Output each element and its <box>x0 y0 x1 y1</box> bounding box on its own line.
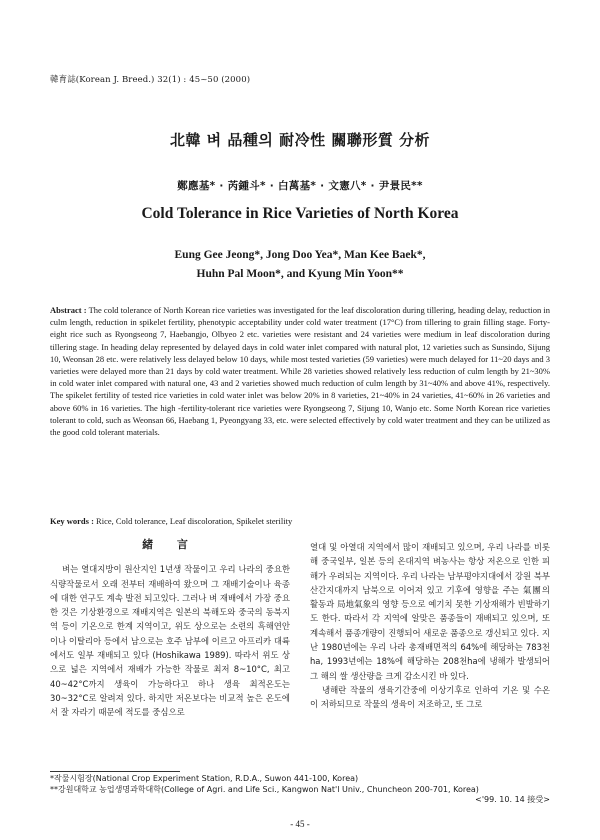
received-date: <'99. 10. 14 接受> <box>475 795 550 804</box>
left-column <box>50 540 290 720</box>
authors-english-line-2: Huhn Pal Moon*, and Kyung Min Yoon** <box>196 268 404 280</box>
keywords <box>50 516 550 526</box>
abstract-text: The cold tolerance of North Korean rice varieties was investigated for the leaf discoloration during tillering, heading delay, reduction in culm length, reduction in spikelet fertility, phenotypic acceptability under cold water treatment (17°C) from tillering to grain filling stage. Forty-eight rice such as Ryongseong 7, Haebangjo, Olbyeo 2 etc. varieties were resistant and 24 varieties were medium in leaf discoloration during tillering stage. In heading delay represented by delayed days in cold water inlet compared with natural plot, 12 varieties such as Sunsindo, Sijung 10, Weonsan 28 etc. were relatively less delayed below 10 days, while most tested varieties (59 varieties) were much delayed for 11~20 days and 3 varieties were delayed more than 21 days by cold water treatment. While 28 varieties showed relatively less reduction of culm length by 21~30% in cold water inlet compared with natural one, 43 and 2 varieties showed much reduction of culm length by 31~40% and above 41%, respectively. The spikelet fertility of tested rice varieties in cold water inlet was below 20% in 8 varieties, 21~40% in 24 varieties, 41~60% in 26 varieties and above 60% in 16 varieties. The high -fertility-tolerant rice varieties were Ryongseong 7, Sijung 10, Wanjo etc. Some North Korean rice varieties tolerant to cold, such as Weonsan 66, Haebang 1, Pyeongyang 33, etc. were selected effectively by cold water treatment and they can be utilized as the good cold tolerant materials. <box>50 305 550 438</box>
right-column-paragraph-1: 열대 및 아열대 지역에서 많이 재배되고 있으며, 우리 나라를 비롯해 중국일부, 일본 등의 온대지역 벼농사는 항상 저온으로 인한 피해가 우려되는 지역이다. 우리 나라는 남부평야지대에서 강원 북부 산간지대까지 남북으로 이어져 있고 기후에 영향을 주는 氣團의 활동과 局地氣象의 영향 등으로 예기치 못한 기상재해가 빈발하기도 한다. 따라서 각 지역에 알맞은 품종들이 재배되고 있으며, 또 계속해서 품종개량이 진행되어 새로운 품종으로 갱신되고 있다. 지난 1980년에는 우리 나라 총재배면적의 64%에 해당하는 783천ha, 1993년에는 18%에 해당하는 208천ha에 냉해가 발생되어 그 해의 쌀 생산량을 크게 감소시킨 바 있다. <box>310 542 550 681</box>
footnote-affiliation-2: **강원대학교 농업생명과학대학(College of Agri. and Life Sci., Kangwon Nat'l Univ., Chuncheon 200-701, Korea) <box>50 784 479 794</box>
footnote-affiliation-1: *작물시험장(National Crop Experiment Station, R.D.A., Suwon 441-100, Korea) <box>50 774 359 783</box>
footnotes <box>50 774 550 806</box>
authors-english-line-1: Eung Gee Jeong*, Jong Doo Yea*, Man Kee Baek*, <box>174 249 426 261</box>
section-heading-introduction: 緒 言 <box>142 538 198 551</box>
keywords-label: Key words : <box>50 516 94 526</box>
right-column-paragraph-2: 냉해란 작물의 생육기간중에 이상기후로 인하여 기온 및 수온이 저하되므로 작물의 생육이 저조하고, 또 그로 <box>310 684 550 710</box>
journal-reference: 韓育誌(Korean J. Breed.) 32(1) : 45~50 (2000) <box>50 75 251 85</box>
title-korean: 北韓 벼 品種의 耐冷性 關聯形質 分析 <box>169 131 431 149</box>
title-english: Cold Tolerance in Rice Varieties of North Korea <box>141 205 459 222</box>
authors-english <box>0 246 600 284</box>
footnote-divider <box>50 771 180 772</box>
abstract-label: Abstract : <box>50 305 87 315</box>
right-column <box>310 540 550 712</box>
authors-korean: 鄭應基* · 芮鍾斗* · 白萬基* · 文憲八* · 尹景民** <box>177 180 423 192</box>
page-number: - 45 - <box>290 819 310 829</box>
keywords-text: Rice, Cold tolerance, Leaf discoloration, Spikelet sterility <box>96 516 293 526</box>
left-column-paragraph: 벼는 열대지방이 원산지인 1년생 작물이고 우리 나라의 중요한 식량작물로서 오래 전부터 재배하여 왔으며 그 재배기술이나 육종에 대한 연구도 계속 발전 되고있다. 그러나 벼 재배에서 가장 중요한 것은 기상환경으로 재배지역은 일본의 북해도와 중국의 동북지역 등이 기온으로 한계 지역이고, 위도 상으로는 소련의 흑해연안이나 이탈리아 등에서 남으로는 호주 남부에 이르고 아프리카 대륙에서도 일부 재배되고 있다 (Hoshikawa 1989). 따라서 위도 상으로 넓은 지역에서 재배가 가능한 작물로 최저 8~10°C, 최고 40~42°C까지 생육이 가능하다고 하나 생육 최적온도는 30~32°C로 알려져 있다. 하지만 저온보다는 비교적 높은 온도에서 잘 자라기 때문에 적도를 중심으로 <box>50 564 290 718</box>
abstract <box>50 304 550 438</box>
